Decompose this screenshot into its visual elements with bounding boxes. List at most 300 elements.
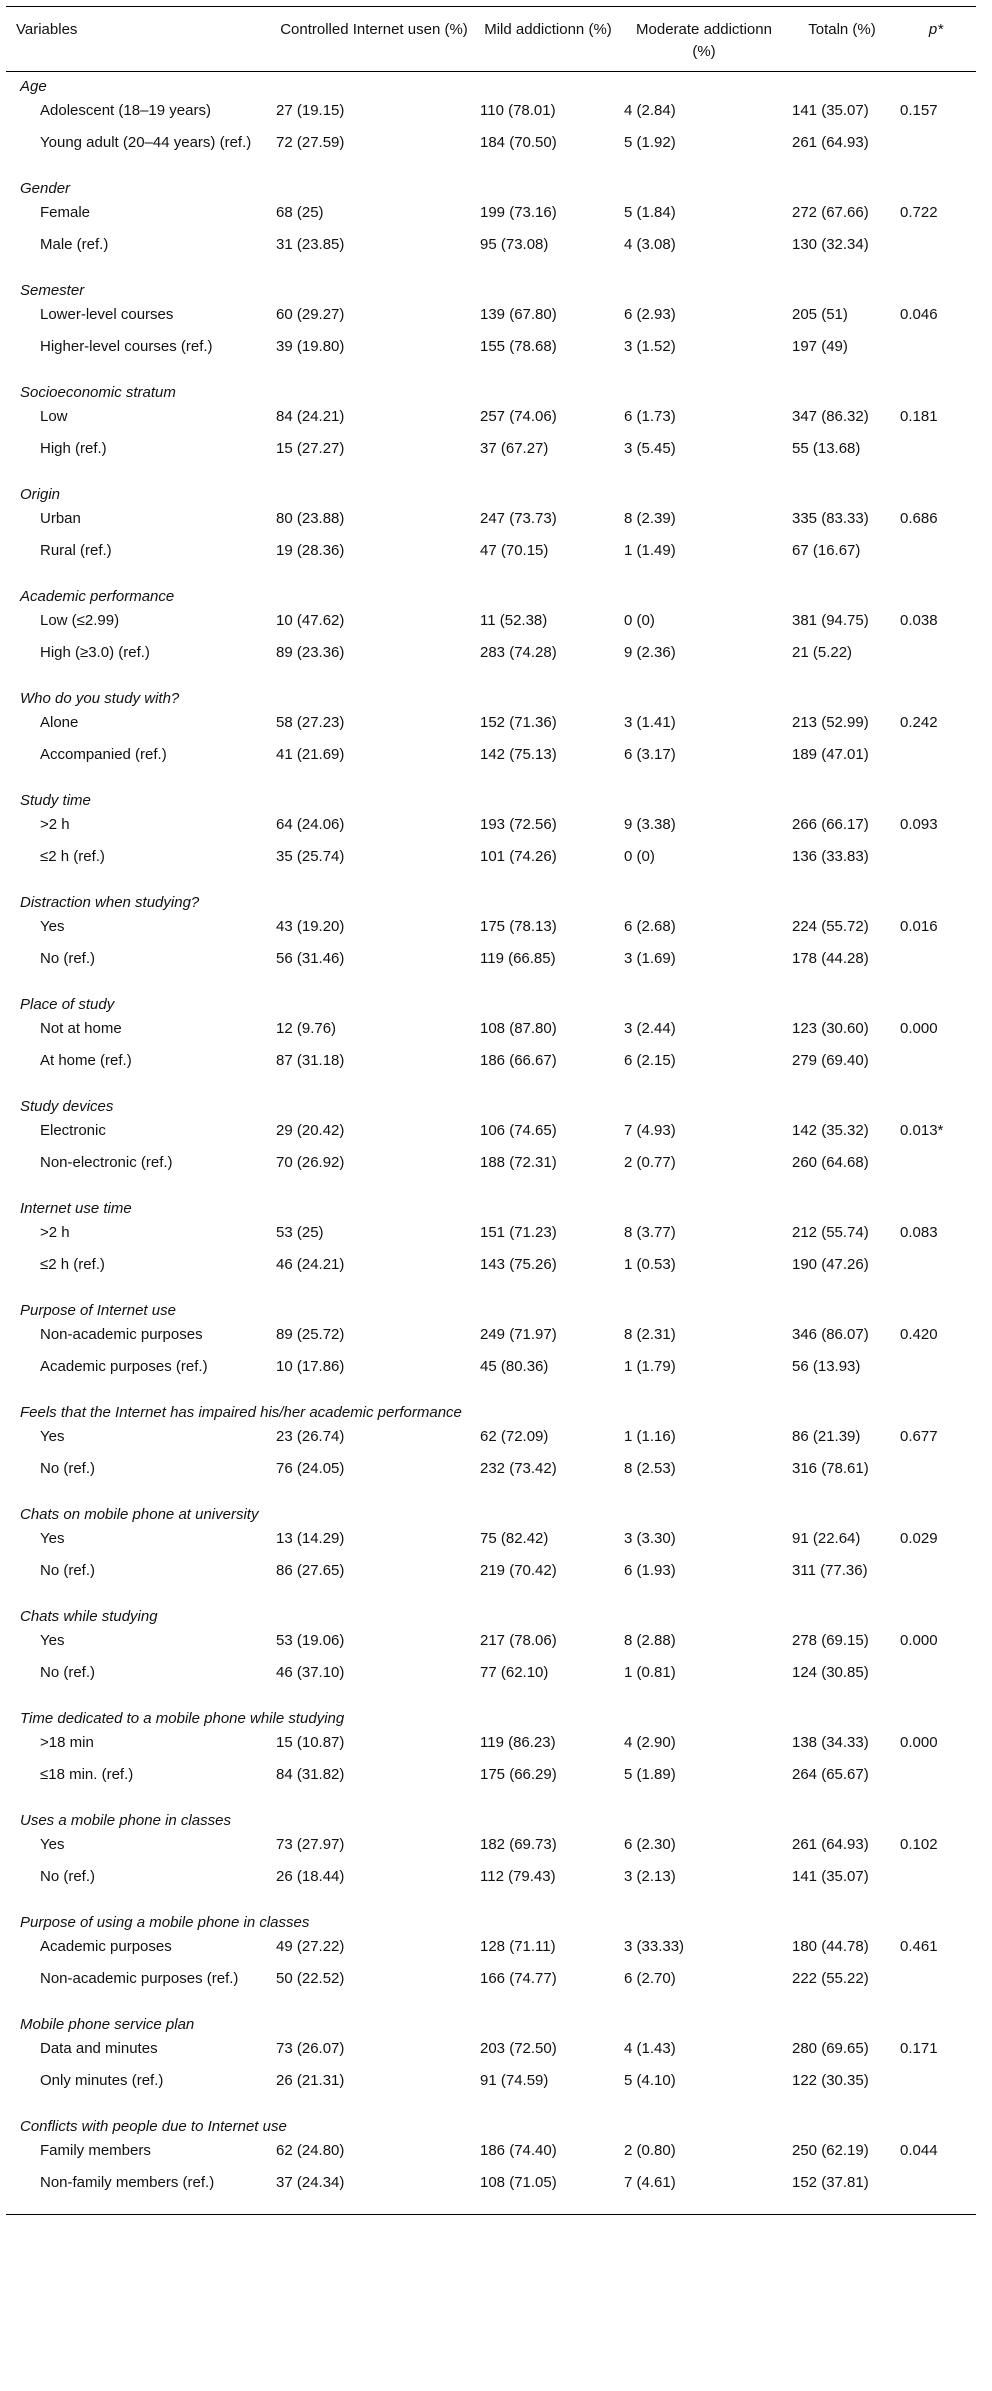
- variable-cell: Yes: [40, 1632, 65, 1649]
- total-cell: 141 (35.07): [792, 1868, 869, 1885]
- table-row: [6, 1762, 976, 1806]
- variable-cell: Electronic: [40, 1122, 106, 1139]
- table-row: [6, 2138, 976, 2170]
- controlled-cell: 35 (25.74): [276, 848, 345, 865]
- section-title: Purpose of using a mobile phone in classes: [20, 1914, 310, 1931]
- section-title: Academic performance: [20, 588, 175, 605]
- p-value-cell: [896, 1558, 976, 1602]
- section-header-row: [6, 1602, 976, 1628]
- p-value-cell: [896, 1354, 976, 1398]
- table-row: [6, 1934, 976, 1966]
- p-value-cell: [896, 2068, 976, 2112]
- table-row: [6, 844, 976, 888]
- section-title: Distraction when studying?: [20, 894, 200, 911]
- section-title: Age: [20, 78, 47, 95]
- moderate-cell: 8 (2.53): [624, 1460, 676, 1477]
- mild-cell: 247 (73.73): [480, 510, 557, 527]
- controlled-cell: 64 (24.06): [276, 816, 345, 833]
- table-row: [6, 1832, 976, 1864]
- controlled-cell: 37 (24.34): [276, 2174, 345, 2191]
- p-value-cell: 0.000: [900, 1632, 938, 1649]
- moderate-cell: 1 (0.81): [624, 1664, 676, 1681]
- controlled-cell: 80 (23.88): [276, 510, 345, 527]
- section-header-row: [6, 1908, 976, 1934]
- moderate-cell: 6 (2.68): [624, 918, 676, 935]
- table-row: [6, 302, 976, 334]
- variable-cell: Urban: [40, 510, 81, 527]
- section-title: Uses a mobile phone in classes: [20, 1812, 231, 1829]
- section-title: Chats while studying: [20, 1608, 158, 1625]
- total-cell: 381 (94.75): [792, 612, 869, 629]
- table-row: [6, 1220, 976, 1252]
- controlled-cell: 15 (10.87): [276, 1734, 345, 1751]
- total-cell: 190 (47.26): [792, 1256, 869, 1273]
- section-header-row: [6, 1194, 976, 1220]
- mild-cell: 101 (74.26): [480, 848, 557, 865]
- moderate-cell: 1 (1.16): [624, 1428, 676, 1445]
- moderate-cell: 8 (3.77): [624, 1224, 676, 1241]
- mild-cell: 155 (78.68): [480, 338, 557, 355]
- controlled-cell: 26 (21.31): [276, 2072, 345, 2089]
- total-cell: 212 (55.74): [792, 1224, 869, 1241]
- variable-cell: Non-electronic (ref.): [40, 1154, 173, 1171]
- moderate-cell: 2 (0.80): [624, 2142, 676, 2159]
- total-cell: 55 (13.68): [792, 440, 861, 457]
- mild-cell: 186 (74.40): [480, 2142, 557, 2159]
- moderate-cell: 6 (2.15): [624, 1052, 676, 1069]
- controlled-cell: 10 (17.86): [276, 1358, 345, 1375]
- controlled-cell: 73 (27.97): [276, 1836, 345, 1853]
- moderate-cell: 4 (2.84): [624, 102, 676, 119]
- controlled-cell: 12 (9.76): [276, 1020, 337, 1037]
- controlled-cell: 15 (27.27): [276, 440, 345, 457]
- moderate-cell: 9 (3.38): [624, 816, 676, 833]
- moderate-cell: 5 (1.92): [624, 134, 676, 151]
- variable-cell: Low (≤2.99): [40, 612, 120, 629]
- controlled-cell: 13 (14.29): [276, 1530, 345, 1547]
- total-cell: 86 (21.39): [792, 1428, 861, 1445]
- mild-cell: 110 (78.01): [480, 102, 556, 119]
- mild-cell: 112 (79.43): [480, 1868, 556, 1885]
- variable-cell: Only minutes (ref.): [40, 2072, 164, 2089]
- moderate-cell: 8 (2.31): [624, 1326, 676, 1343]
- header-controlled: Controlled Internet usen (%): [280, 21, 468, 38]
- moderate-cell: 1 (1.49): [624, 542, 676, 559]
- total-cell: 141 (35.07): [792, 102, 869, 119]
- mild-cell: 199 (73.16): [480, 204, 557, 221]
- mild-cell: 143 (75.26): [480, 1256, 557, 1273]
- total-cell: 347 (86.32): [792, 408, 869, 425]
- p-value-cell: 0.102: [900, 1836, 938, 1853]
- total-cell: 122 (30.35): [792, 2072, 869, 2089]
- p-value-cell: [896, 844, 976, 888]
- table-row: [6, 1252, 976, 1296]
- controlled-cell: 39 (19.80): [276, 338, 345, 355]
- total-cell: 335 (83.33): [792, 510, 869, 527]
- section-header-row: [6, 276, 976, 302]
- section-header-row: [6, 1092, 976, 1118]
- controlled-cell: 43 (19.20): [276, 918, 345, 935]
- total-cell: 91 (22.64): [792, 1530, 861, 1547]
- variable-cell: No (ref.): [40, 1664, 96, 1681]
- header-moderate: Moderate addictionn (%): [636, 21, 772, 60]
- section-title: Internet use time: [20, 1200, 132, 1217]
- table-row: [6, 1150, 976, 1194]
- total-cell: 197 (49): [792, 338, 848, 355]
- section-title: Origin: [20, 486, 61, 503]
- variable-cell: Low: [40, 408, 68, 425]
- controlled-cell: 10 (47.62): [276, 612, 345, 629]
- moderate-cell: 2 (0.77): [624, 1154, 676, 1171]
- table-row: [6, 2068, 976, 2112]
- moderate-cell: 1 (0.53): [624, 1256, 676, 1273]
- mild-cell: 217 (78.06): [480, 1632, 557, 1649]
- table-row: [6, 1526, 976, 1558]
- table-row: [6, 1322, 976, 1354]
- moderate-cell: 7 (4.61): [624, 2174, 676, 2191]
- variable-cell: No (ref.): [40, 950, 96, 967]
- table-row: [6, 1456, 976, 1500]
- p-value-cell: [896, 742, 976, 786]
- total-cell: 261 (64.93): [792, 134, 869, 151]
- table-row: [6, 1048, 976, 1092]
- controlled-cell: 27 (19.15): [276, 102, 345, 119]
- table-row: [6, 1864, 976, 1908]
- controlled-cell: 46 (24.21): [276, 1256, 345, 1273]
- table-row: [6, 1558, 976, 1602]
- total-cell: 130 (32.34): [792, 236, 869, 253]
- controlled-cell: 60 (29.27): [276, 306, 345, 323]
- p-value-cell: 0.029: [900, 1530, 938, 1547]
- mild-cell: 193 (72.56): [480, 816, 557, 833]
- moderate-cell: 3 (2.13): [624, 1868, 676, 1885]
- mild-cell: 151 (71.23): [480, 1224, 557, 1241]
- moderate-cell: 3 (2.44): [624, 1020, 676, 1037]
- section-header-row: [6, 1500, 976, 1526]
- section-header-row: [6, 174, 976, 200]
- mild-cell: 95 (73.08): [480, 236, 549, 253]
- controlled-cell: 50 (22.52): [276, 1970, 345, 1987]
- controlled-cell: 73 (26.07): [276, 2040, 345, 2057]
- moderate-cell: 6 (1.73): [624, 408, 676, 425]
- p-value-cell: 0.181: [900, 408, 938, 425]
- moderate-cell: 3 (1.69): [624, 950, 676, 967]
- mild-cell: 257 (74.06): [480, 408, 557, 425]
- p-value-cell: [896, 1966, 976, 2010]
- p-value-cell: 0.046: [900, 306, 938, 323]
- p-value-cell: [896, 1762, 976, 1806]
- p-value-cell: 0.083: [900, 1224, 938, 1241]
- variable-cell: At home (ref.): [40, 1052, 132, 1069]
- table-row: [6, 130, 976, 174]
- variable-cell: Female: [40, 204, 91, 221]
- p-value-cell: 0.420: [900, 1326, 938, 1343]
- mild-cell: 139 (67.80): [480, 306, 557, 323]
- table-row: [6, 1730, 976, 1762]
- mild-cell: 75 (82.42): [480, 1530, 549, 1547]
- total-cell: 272 (67.66): [792, 204, 869, 221]
- controlled-cell: 23 (26.74): [276, 1428, 345, 1445]
- total-cell: 136 (33.83): [792, 848, 869, 865]
- section-title: Semester: [20, 282, 85, 299]
- variable-cell: Male (ref.): [40, 236, 109, 253]
- header-total: Totaln (%): [808, 21, 876, 38]
- table-row: [6, 608, 976, 640]
- mild-cell: 45 (80.36): [480, 1358, 549, 1375]
- controlled-cell: 68 (25): [276, 204, 324, 221]
- moderate-cell: 0 (0): [624, 848, 655, 865]
- table-row: [6, 1628, 976, 1660]
- controlled-cell: 19 (28.36): [276, 542, 345, 559]
- section-title: Mobile phone service plan: [20, 2016, 195, 2033]
- controlled-cell: 86 (27.65): [276, 1562, 345, 1579]
- p-value-cell: [896, 1048, 976, 1092]
- moderate-cell: 3 (5.45): [624, 440, 676, 457]
- variable-cell: Accompanied (ref.): [40, 746, 167, 763]
- mild-cell: 188 (72.31): [480, 1154, 557, 1171]
- mild-cell: 108 (71.05): [480, 2174, 557, 2191]
- table-row: [6, 1016, 976, 1048]
- variable-cell: Lower-level courses: [40, 306, 174, 323]
- mild-cell: 203 (72.50): [480, 2040, 557, 2057]
- table-row: [6, 710, 976, 742]
- controlled-cell: 41 (21.69): [276, 746, 345, 763]
- mild-cell: 186 (66.67): [480, 1052, 557, 1069]
- variable-cell: Non-academic purposes: [40, 1326, 203, 1343]
- header-mild: Mild addictionn (%): [484, 21, 612, 38]
- p-value-cell: 0.686: [900, 510, 938, 527]
- variable-cell: Yes: [40, 1530, 65, 1547]
- variable-cell: No (ref.): [40, 1460, 96, 1477]
- mild-cell: 184 (70.50): [480, 134, 557, 151]
- table-row: [6, 1424, 976, 1456]
- p-value-cell: 0.461: [900, 1938, 938, 1955]
- moderate-cell: 5 (4.10): [624, 2072, 676, 2089]
- controlled-cell: 53 (19.06): [276, 1632, 345, 1649]
- p-value-cell: [896, 538, 976, 582]
- variable-cell: Data and minutes: [40, 2040, 158, 2057]
- controlled-cell: 46 (37.10): [276, 1664, 345, 1681]
- table-row: [6, 742, 976, 786]
- variable-cell: Yes: [40, 1836, 65, 1853]
- total-cell: 123 (30.60): [792, 1020, 869, 1037]
- p-value-cell: [896, 1864, 976, 1908]
- variable-cell: No (ref.): [40, 1868, 96, 1885]
- mild-cell: 77 (62.10): [480, 1664, 549, 1681]
- p-value-cell: [896, 640, 976, 684]
- table-row: [6, 200, 976, 232]
- header-variables: Variables: [16, 21, 78, 38]
- addiction-table: [6, 6, 976, 2215]
- total-cell: 250 (62.19): [792, 2142, 869, 2159]
- p-value-cell: 0.157: [900, 102, 938, 119]
- section-header-row: [6, 72, 976, 99]
- table-row: [6, 640, 976, 684]
- table-body: [6, 72, 976, 2215]
- section-title: Time dedicated to a mobile phone while studying: [20, 1710, 345, 1727]
- mild-cell: 106 (74.65): [480, 1122, 557, 1139]
- controlled-cell: 87 (31.18): [276, 1052, 345, 1069]
- variable-cell: High (ref.): [40, 440, 107, 457]
- moderate-cell: 6 (2.70): [624, 1970, 676, 1987]
- section-header-row: [6, 480, 976, 506]
- moderate-cell: 5 (1.89): [624, 1766, 676, 1783]
- moderate-cell: 8 (2.39): [624, 510, 676, 527]
- controlled-cell: 84 (24.21): [276, 408, 345, 425]
- table-row: [6, 334, 976, 378]
- total-cell: 222 (55.22): [792, 1970, 869, 1987]
- total-cell: 346 (86.07): [792, 1326, 869, 1343]
- moderate-cell: 1 (1.79): [624, 1358, 676, 1375]
- table-row: [6, 232, 976, 276]
- section-header-row: [6, 684, 976, 710]
- total-cell: 189 (47.01): [792, 746, 869, 763]
- total-cell: 152 (37.81): [792, 2174, 869, 2191]
- header-p-value: p*: [928, 21, 944, 38]
- moderate-cell: 6 (3.17): [624, 746, 676, 763]
- p-value-cell: [896, 1660, 976, 1704]
- mild-cell: 11 (52.38): [480, 612, 548, 629]
- moderate-cell: 6 (2.93): [624, 306, 676, 323]
- total-cell: 178 (44.28): [792, 950, 869, 967]
- total-cell: 316 (78.61): [792, 1460, 869, 1477]
- p-value-cell: [896, 2170, 976, 2215]
- total-cell: 67 (16.67): [792, 542, 861, 559]
- controlled-cell: 26 (18.44): [276, 1868, 345, 1885]
- p-value-cell: [896, 130, 976, 174]
- moderate-cell: 5 (1.84): [624, 204, 676, 221]
- moderate-cell: 3 (33.33): [624, 1938, 685, 1955]
- variable-cell: ≤2 h (ref.): [40, 1256, 105, 1273]
- total-cell: 261 (64.93): [792, 1836, 869, 1853]
- total-cell: 124 (30.85): [792, 1664, 869, 1681]
- moderate-cell: 3 (1.52): [624, 338, 676, 355]
- section-header-row: [6, 1398, 976, 1424]
- section-title: Who do you study with?: [20, 690, 180, 707]
- variable-cell: Non-family members (ref.): [40, 2174, 215, 2191]
- total-cell: 280 (69.65): [792, 2040, 869, 2057]
- table-row: [6, 2036, 976, 2068]
- p-value-cell: 0.044: [900, 2142, 938, 2159]
- variable-cell: Young adult (20–44 years) (ref.): [40, 134, 252, 151]
- mild-cell: 175 (78.13): [480, 918, 557, 935]
- mild-cell: 37 (67.27): [480, 440, 549, 457]
- moderate-cell: 3 (3.30): [624, 1530, 676, 1547]
- moderate-cell: 9 (2.36): [624, 644, 676, 661]
- mild-cell: 62 (72.09): [480, 1428, 549, 1445]
- controlled-cell: 49 (27.22): [276, 1938, 345, 1955]
- section-title: Purpose of Internet use: [20, 1302, 176, 1319]
- table-row: [6, 1660, 976, 1704]
- controlled-cell: 29 (20.42): [276, 1122, 345, 1139]
- section-header-row: [6, 1806, 976, 1832]
- p-value-cell: 0.093: [900, 816, 938, 833]
- mild-cell: 152 (71.36): [480, 714, 557, 731]
- total-cell: 264 (65.67): [792, 1766, 869, 1783]
- total-cell: 138 (34.33): [792, 1734, 869, 1751]
- p-value-cell: 0.677: [900, 1428, 938, 1445]
- total-cell: 213 (52.99): [792, 714, 869, 731]
- data-table-container: [6, 6, 976, 2215]
- total-cell: 142 (35.32): [792, 1122, 869, 1139]
- variable-cell: >2 h: [40, 1224, 70, 1241]
- variable-cell: Academic purposes: [40, 1938, 172, 1955]
- total-cell: 205 (51): [792, 306, 848, 323]
- section-title: Socioeconomic stratum: [20, 384, 176, 401]
- mild-cell: 91 (74.59): [480, 2072, 549, 2089]
- total-cell: 279 (69.40): [792, 1052, 869, 1069]
- variable-cell: >2 h: [40, 816, 70, 833]
- variable-cell: Academic purposes (ref.): [40, 1358, 208, 1375]
- moderate-cell: 6 (1.93): [624, 1562, 676, 1579]
- table-row: [6, 812, 976, 844]
- mild-cell: 166 (74.77): [480, 1970, 557, 1987]
- p-value-cell: 0.013*: [900, 1122, 944, 1139]
- mild-cell: 219 (70.42): [480, 1562, 557, 1579]
- section-header-row: [6, 378, 976, 404]
- variable-cell: Rural (ref.): [40, 542, 112, 559]
- mild-cell: 119 (86.23): [480, 1734, 556, 1751]
- total-cell: 56 (13.93): [792, 1358, 861, 1375]
- p-value-cell: 0.000: [900, 1020, 938, 1037]
- table-row: [6, 946, 976, 990]
- p-value-cell: 0.016: [900, 918, 938, 935]
- controlled-cell: 84 (31.82): [276, 1766, 345, 1783]
- section-title: Chats on mobile phone at university: [20, 1506, 259, 1523]
- p-value-cell: [896, 1252, 976, 1296]
- variable-cell: Yes: [40, 918, 65, 935]
- variable-cell: No (ref.): [40, 1562, 96, 1579]
- section-header-row: [6, 888, 976, 914]
- p-value-cell: [896, 1150, 976, 1194]
- section-header-row: [6, 2010, 976, 2036]
- section-header-row: [6, 1704, 976, 1730]
- mild-cell: 175 (66.29): [480, 1766, 557, 1783]
- controlled-cell: 62 (24.80): [276, 2142, 345, 2159]
- variable-cell: Not at home: [40, 1020, 122, 1037]
- section-title: Gender: [20, 180, 71, 197]
- total-cell: 278 (69.15): [792, 1632, 869, 1649]
- p-value-cell: [896, 436, 976, 480]
- section-header-row: [6, 990, 976, 1016]
- controlled-cell: 72 (27.59): [276, 134, 345, 151]
- controlled-cell: 76 (24.05): [276, 1460, 345, 1477]
- mild-cell: 128 (71.11): [480, 1938, 556, 1955]
- moderate-cell: 7 (4.93): [624, 1122, 676, 1139]
- moderate-cell: 3 (1.41): [624, 714, 676, 731]
- total-cell: 21 (5.22): [792, 644, 853, 661]
- section-header-row: [6, 582, 976, 608]
- p-value-cell: 0.722: [900, 204, 938, 221]
- table-row: [6, 1118, 976, 1150]
- total-cell: 266 (66.17): [792, 816, 869, 833]
- p-value-cell: [896, 334, 976, 378]
- moderate-cell: 4 (1.43): [624, 2040, 676, 2057]
- mild-cell: 108 (87.80): [480, 1020, 557, 1037]
- p-value-cell: [896, 1456, 976, 1500]
- mild-cell: 142 (75.13): [480, 746, 557, 763]
- section-title: Place of study: [20, 996, 115, 1013]
- p-value-cell: 0.038: [900, 612, 938, 629]
- table-row: [6, 436, 976, 480]
- table-row: [6, 914, 976, 946]
- mild-cell: 47 (70.15): [480, 542, 549, 559]
- total-cell: 180 (44.78): [792, 1938, 869, 1955]
- total-cell: 224 (55.72): [792, 918, 869, 935]
- section-title: Feels that the Internet has impaired his/her academic performance: [20, 1404, 462, 1421]
- table-row: [6, 1354, 976, 1398]
- p-value-cell: [896, 946, 976, 990]
